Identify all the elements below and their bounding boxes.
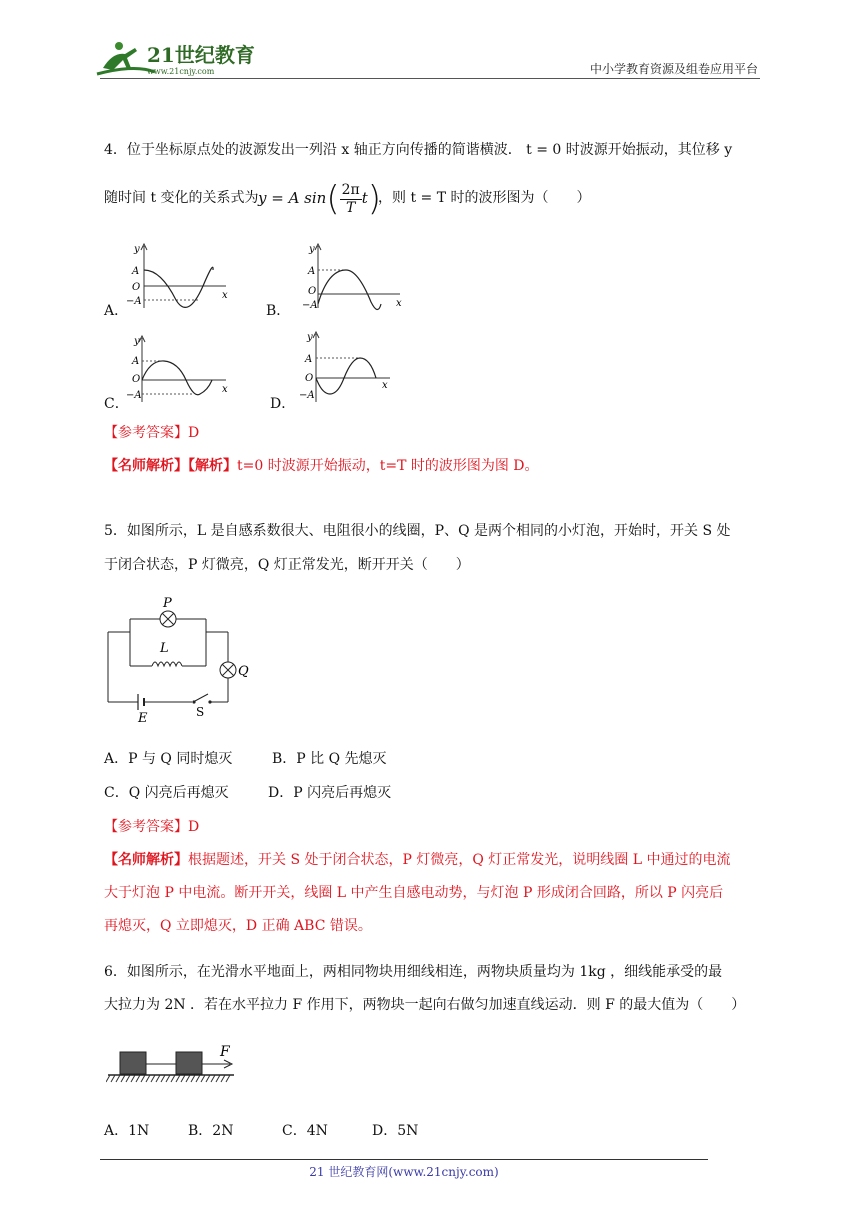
svg-text:y: y xyxy=(309,244,315,255)
svg-text:x: x xyxy=(382,380,388,391)
q5-circuit-diagram xyxy=(100,592,260,722)
formula-var: t xyxy=(361,189,368,207)
q4-text-line2a: 随时间 t 变化的关系式为 xyxy=(104,190,259,206)
q5-analysis-line3: 再熄灭，Q 立即熄灭，D 正确 ABC 错误。 xyxy=(104,918,372,934)
label-p: P xyxy=(163,596,172,611)
formula-lhs: y = A sin xyxy=(258,189,327,207)
header-divider xyxy=(100,78,760,79)
q6-option-a: A．1N xyxy=(104,1123,150,1139)
logo-text: 21世纪教育 xyxy=(147,43,255,67)
q6-blocks-diagram xyxy=(106,1042,246,1088)
q6-option-c: C．4N xyxy=(282,1123,328,1139)
q5-analysis-line2: 大于灯泡 P 中电流。断开开关，线圈 L 中产生自感电动势，与灯泡 P 形成闭合回路，所以 P 闪亮后 xyxy=(104,885,724,901)
q5-answer: 【参考答案】D xyxy=(104,819,200,835)
q5-option-c: C．Q 闪亮后再熄灭 xyxy=(104,785,229,801)
label-l: L xyxy=(160,641,169,656)
logo-url: www.21cnjy.com xyxy=(147,67,215,76)
svg-text:A: A xyxy=(308,266,316,277)
site-name: 中小学教育资源及组卷应用平台 xyxy=(589,62,758,76)
q5-text-line2: 于闭合状态，P 灯微亮，Q 灯正常发光，断开开关（ ） xyxy=(104,557,470,573)
svg-text:O: O xyxy=(305,373,314,384)
svg-text:O: O xyxy=(308,286,317,297)
svg-text:O: O xyxy=(132,374,141,385)
q5-analysis-line1: 【名师解析】根据题述，开关 S 处于闭合状态，P 灯微亮，Q 灯正常发光，说明线圈 L 中通过的电流 xyxy=(104,852,731,868)
q4-graph-b xyxy=(296,240,411,315)
svg-text:y: y xyxy=(134,336,140,347)
q4-text-line2b: ，则 t = T 时的波形图为（ ） xyxy=(378,190,591,206)
svg-text:x: x xyxy=(222,384,228,395)
q4-analysis-tag: 【名师解析】【解析】 xyxy=(104,458,237,474)
svg-text:A: A xyxy=(132,266,140,277)
q6-option-d: D．5N xyxy=(372,1123,419,1139)
q4-text-line1: 4．位于坐标原点处的波源发出一列沿 x 轴正方向传播的简谐横波． t = 0 时波源开始振动，其位移 y xyxy=(104,142,733,158)
force-label: F xyxy=(220,1044,230,1060)
label-s: S xyxy=(196,705,205,719)
q5-option-b: B．P 比 Q 先熄灭 xyxy=(272,751,387,767)
svg-text:O: O xyxy=(132,282,141,293)
q4-option-b-label: B． xyxy=(266,303,291,319)
q4-option-d-label: D． xyxy=(270,396,296,412)
q4-analysis-text: t=0 时波源开始振动，t=T 时的波形图为图 D。 xyxy=(237,458,539,474)
svg-text:A: A xyxy=(305,354,313,365)
svg-text:−A: −A xyxy=(126,390,142,401)
q6-text-line2: 大拉力为 2N ．若在水平拉力 F 作用下，两物块一起向右做匀加速直线运动．则 F 的最大值为（ ） xyxy=(104,997,746,1013)
q5-text-line1: 5．如图所示，L 是自感系数很大、电阻很小的线圈，P、Q 是两个相同的小灯泡，开始时，开关 S 处 xyxy=(104,523,731,539)
svg-text:x: x xyxy=(396,298,402,309)
q4-answer: 【参考答案】D xyxy=(104,425,200,441)
q4-formula: y = A sin( $\frac{2\pi}{T}$ t) xyxy=(258,179,382,219)
footer-link[interactable]: 21 世纪教育网(www.21cnjy.com) xyxy=(309,1165,499,1179)
q5-option-a: A．P 与 Q 同时熄灭 xyxy=(104,751,233,767)
label-q: Q xyxy=(238,664,249,679)
q4-option-a-label: A． xyxy=(104,303,129,319)
svg-text:−A: −A xyxy=(302,300,318,311)
q4-graph-a xyxy=(118,240,238,315)
formula-den: T xyxy=(345,199,356,216)
svg-text:x: x xyxy=(222,290,228,301)
q4-analysis xyxy=(104,457,539,475)
svg-text:A: A xyxy=(132,356,140,367)
svg-text:y: y xyxy=(307,332,313,343)
q6-option-b: B．2N xyxy=(188,1123,234,1139)
q4-graph-c xyxy=(120,332,235,407)
q4-graph-d xyxy=(294,328,404,406)
q5-option-d: D．P 闪亮后再熄灭 xyxy=(268,785,392,801)
formula-num: 2π xyxy=(341,181,360,198)
svg-text:y: y xyxy=(134,244,140,255)
svg-text:−A: −A xyxy=(126,296,142,307)
footer-divider xyxy=(100,1159,708,1160)
q4-option-c-label: C． xyxy=(104,396,129,412)
q5-analysis-tag: 【名师解析】 xyxy=(104,852,188,868)
q6-text-line1: 6．如图所示，在光滑水平地面上，两相同物块用细线相连，两物块质量均为 1kg ，细线能承受的最 xyxy=(104,964,723,980)
svg-text:−A: −A xyxy=(299,390,315,401)
label-e: E xyxy=(138,711,148,722)
